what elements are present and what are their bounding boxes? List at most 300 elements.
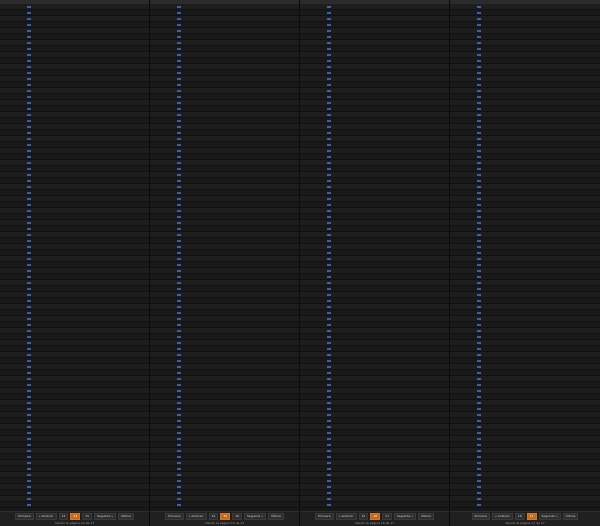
flag-icon (177, 144, 181, 146)
page-button[interactable]: 14 (209, 513, 219, 520)
flag-icon (477, 474, 481, 476)
flag-icon (177, 402, 181, 404)
flag-icon (327, 354, 331, 356)
flag-icon (27, 210, 31, 212)
flag-icon (27, 294, 31, 296)
flag-icon (327, 138, 331, 140)
flag-icon (477, 240, 481, 242)
flag-icon (477, 432, 481, 434)
flag-icon (177, 174, 181, 176)
flag-icon (177, 192, 181, 194)
pagination (450, 511, 600, 526)
screen-panel-3 (300, 0, 450, 526)
flag-icon (27, 84, 31, 86)
flag-icon (327, 150, 331, 152)
flag-icon (27, 498, 31, 500)
flag-icon (327, 90, 331, 92)
flag-icon (327, 504, 331, 506)
flag-icon (327, 180, 331, 182)
flag-icon (477, 330, 481, 332)
flag-icon (477, 450, 481, 452)
flag-icon (477, 312, 481, 314)
flag-icon (177, 396, 181, 398)
flag-icon (27, 252, 31, 254)
flag-icon (27, 474, 31, 476)
flag-icon (27, 414, 31, 416)
flag-icon (27, 96, 31, 98)
flag-icon (327, 342, 331, 344)
flag-icon (27, 312, 31, 314)
flag-icon (177, 498, 181, 500)
flag-icon (177, 216, 181, 218)
flag-icon (27, 90, 31, 92)
log-table (450, 4, 600, 512)
flag-icon (177, 114, 181, 116)
page-button[interactable]: Primeira (472, 513, 491, 520)
flag-icon (27, 162, 31, 164)
flag-icon (177, 330, 181, 332)
flag-icon (177, 150, 181, 152)
page-button[interactable]: Primeira (15, 513, 34, 520)
flag-icon (27, 186, 31, 188)
flag-icon (477, 444, 481, 446)
flag-icon (477, 336, 481, 338)
page-button[interactable]: 17 (527, 513, 537, 520)
flag-icon (27, 366, 31, 368)
flag-icon (477, 168, 481, 170)
flag-icon (177, 84, 181, 86)
flag-icon (27, 456, 31, 458)
flag-icon (327, 408, 331, 410)
flag-icon (477, 402, 481, 404)
log-table (150, 4, 299, 512)
flag-icon (177, 6, 181, 8)
flag-icon (27, 444, 31, 446)
flag-icon (327, 480, 331, 482)
flag-icon (27, 54, 31, 56)
page-info: Viendo la página 14 de 17 (54, 521, 95, 525)
flag-icon (177, 246, 181, 248)
flag-icon (177, 342, 181, 344)
flag-icon (477, 306, 481, 308)
flag-icon (327, 348, 331, 350)
flag-icon (327, 360, 331, 362)
flag-icon (477, 18, 481, 20)
flag-icon (177, 222, 181, 224)
page-button[interactable]: 16 (232, 513, 242, 520)
flag-icon (177, 24, 181, 26)
flag-icon (327, 108, 331, 110)
flag-icon (27, 432, 31, 434)
flag-icon (327, 336, 331, 338)
flag-icon (177, 66, 181, 68)
flag-icon (177, 180, 181, 182)
flag-icon (477, 102, 481, 104)
page-button[interactable]: Última (418, 513, 434, 520)
flag-icon (177, 36, 181, 38)
log-table (0, 4, 149, 512)
flag-icon (477, 120, 481, 122)
flag-icon (327, 84, 331, 86)
flag-icon (477, 234, 481, 236)
flag-icon (177, 480, 181, 482)
page-button[interactable]: Seguinte » (394, 513, 416, 520)
flag-icon (27, 426, 31, 428)
flag-icon (477, 420, 481, 422)
flag-icon (477, 72, 481, 74)
flag-icon (177, 372, 181, 374)
flag-icon (327, 282, 331, 284)
flag-icon (327, 294, 331, 296)
flag-icon (477, 414, 481, 416)
flag-icon (177, 468, 181, 470)
flag-icon (177, 108, 181, 110)
flag-icon (327, 126, 331, 128)
flag-icon (27, 258, 31, 260)
flag-icon (477, 498, 481, 500)
flag-icon (327, 252, 331, 254)
flag-icon (477, 78, 481, 80)
flag-icon (177, 48, 181, 50)
page-button[interactable]: « Anterior (36, 513, 57, 520)
page-button[interactable]: 15 (82, 513, 92, 520)
flag-icon (477, 138, 481, 140)
flag-icon (27, 438, 31, 440)
flag-icon (327, 228, 331, 230)
flag-icon (327, 372, 331, 374)
flag-icon (327, 18, 331, 20)
flag-icon (27, 234, 31, 236)
page-button[interactable]: Primeira (165, 513, 184, 520)
flag-icon (477, 132, 481, 134)
page-button[interactable]: Última (268, 513, 284, 520)
flag-icon (27, 132, 31, 134)
flag-icon (327, 288, 331, 290)
flag-icon (177, 96, 181, 98)
page-button[interactable]: 16 (370, 513, 380, 520)
flag-icon (327, 462, 331, 464)
flag-icon (327, 444, 331, 446)
flag-icon (477, 462, 481, 464)
flag-icon (177, 204, 181, 206)
flag-icon (477, 6, 481, 8)
flag-icon (477, 54, 481, 56)
flag-icon (327, 264, 331, 266)
flag-icon (477, 288, 481, 290)
flag-icon (327, 330, 331, 332)
flag-icon (177, 228, 181, 230)
flag-icon (177, 90, 181, 92)
table-row[interactable] (450, 502, 600, 508)
flag-icon (327, 276, 331, 278)
flag-icon (177, 414, 181, 416)
flag-icon (477, 228, 481, 230)
flag-icon (177, 462, 181, 464)
flag-icon (27, 384, 31, 386)
flag-icon (177, 12, 181, 14)
flag-icon (177, 102, 181, 104)
page-button[interactable]: Última (118, 513, 134, 520)
flag-icon (177, 30, 181, 32)
page-button[interactable]: « Anterior (336, 513, 357, 520)
flag-icon (327, 390, 331, 392)
flag-icon (27, 150, 31, 152)
flag-icon (477, 12, 481, 14)
screen-panel-2 (150, 0, 300, 526)
flag-icon (27, 480, 31, 482)
flag-icon (177, 426, 181, 428)
pagination (150, 511, 299, 526)
flag-icon (27, 390, 31, 392)
flag-icon (27, 222, 31, 224)
flag-icon (177, 252, 181, 254)
flag-icon (27, 486, 31, 488)
flag-icon (27, 114, 31, 116)
flag-icon (27, 282, 31, 284)
flag-icon (477, 174, 481, 176)
flag-icon (477, 300, 481, 302)
page-button[interactable]: Primeira (315, 513, 334, 520)
page-info: Viendo la página 15 de 17 (204, 521, 245, 525)
flag-icon (477, 504, 481, 506)
flag-icon (327, 402, 331, 404)
flag-icon (477, 360, 481, 362)
flag-icon (177, 348, 181, 350)
flag-icon (177, 336, 181, 338)
flag-icon (27, 198, 31, 200)
flag-icon (177, 456, 181, 458)
flag-icon (477, 126, 481, 128)
flag-icon (27, 126, 31, 128)
page-button[interactable]: 15 (220, 513, 230, 520)
flag-icon (177, 390, 181, 392)
flag-icon (327, 168, 331, 170)
pager-buttons (165, 513, 284, 520)
flag-icon (27, 288, 31, 290)
flag-icon (477, 390, 481, 392)
flag-icon (177, 438, 181, 440)
flag-icon (177, 360, 181, 362)
flag-icon (477, 252, 481, 254)
flag-icon (327, 456, 331, 458)
flag-icon (27, 462, 31, 464)
flag-icon (177, 42, 181, 44)
flag-icon (177, 138, 181, 140)
flag-icon (477, 366, 481, 368)
flag-icon (27, 240, 31, 242)
flag-icon (27, 6, 31, 8)
flag-icon (327, 210, 331, 212)
flag-icon (27, 78, 31, 80)
flag-icon (177, 186, 181, 188)
page-button[interactable]: « Anterior (492, 513, 513, 520)
flag-icon (27, 102, 31, 104)
flag-icon (177, 60, 181, 62)
flag-icon (27, 36, 31, 38)
flag-icon (327, 186, 331, 188)
flag-icon (477, 378, 481, 380)
flag-icon (477, 156, 481, 158)
flag-icon (327, 450, 331, 452)
page-button[interactable]: 14 (70, 513, 80, 520)
flag-icon (327, 300, 331, 302)
flag-icon (177, 444, 181, 446)
flag-icon (27, 72, 31, 74)
flag-icon (327, 258, 331, 260)
flag-icon (177, 294, 181, 296)
page-button[interactable]: 15 (359, 513, 369, 520)
table-row[interactable] (300, 502, 449, 508)
flag-icon (177, 408, 181, 410)
table-row[interactable] (150, 502, 299, 508)
flag-icon (177, 432, 181, 434)
flag-icon (177, 240, 181, 242)
flag-icon (327, 72, 331, 74)
flag-icon (27, 396, 31, 398)
flag-icon (327, 198, 331, 200)
flag-icon (327, 306, 331, 308)
flag-icon (27, 300, 31, 302)
page-button[interactable]: 13 (59, 513, 69, 520)
flag-icon (27, 276, 31, 278)
flag-icon (477, 372, 481, 374)
flag-icon (27, 144, 31, 146)
flag-icon (27, 168, 31, 170)
flag-icon (477, 456, 481, 458)
flag-icon (477, 486, 481, 488)
flag-icon (327, 162, 331, 164)
flag-icon (327, 132, 331, 134)
flag-icon (177, 198, 181, 200)
flag-icon (477, 480, 481, 482)
flag-icon (327, 324, 331, 326)
flag-icon (327, 438, 331, 440)
flag-icon (177, 312, 181, 314)
flag-icon (327, 96, 331, 98)
flag-icon (477, 396, 481, 398)
flag-icon (477, 30, 481, 32)
flag-icon (27, 372, 31, 374)
flag-icon (27, 48, 31, 50)
flag-icon (27, 348, 31, 350)
flag-icon (477, 348, 481, 350)
flag-icon (27, 354, 31, 356)
flag-icon (477, 48, 481, 50)
flag-icon (177, 234, 181, 236)
flag-icon (177, 318, 181, 320)
flag-icon (27, 264, 31, 266)
flag-icon (177, 264, 181, 266)
flag-icon (177, 324, 181, 326)
flag-icon (327, 114, 331, 116)
flag-icon (477, 36, 481, 38)
flag-icon (327, 216, 331, 218)
flag-icon (27, 408, 31, 410)
flag-icon (477, 222, 481, 224)
page-button[interactable]: Seguinte » (244, 513, 266, 520)
flag-icon (327, 204, 331, 206)
flag-icon (327, 234, 331, 236)
flag-icon (477, 216, 481, 218)
flag-icon (477, 90, 481, 92)
flag-icon (177, 492, 181, 494)
flag-icon (327, 420, 331, 422)
screen-panel-4 (450, 0, 600, 526)
flag-icon (327, 414, 331, 416)
flag-icon (327, 426, 331, 428)
flag-icon (177, 300, 181, 302)
flag-icon (327, 102, 331, 104)
flag-icon (27, 42, 31, 44)
flag-icon (177, 132, 181, 134)
flag-icon (477, 198, 481, 200)
flag-icon (177, 486, 181, 488)
flag-icon (177, 162, 181, 164)
flag-icon (177, 78, 181, 80)
flag-icon (477, 468, 481, 470)
flag-icon (477, 354, 481, 356)
page-button[interactable]: « Anterior (186, 513, 207, 520)
page-button[interactable]: Seguinte » (94, 513, 116, 520)
flag-icon (27, 468, 31, 470)
flag-icon (327, 24, 331, 26)
flag-icon (27, 120, 31, 122)
pager-buttons (472, 513, 579, 520)
flag-icon (177, 276, 181, 278)
pagination (300, 511, 449, 526)
flag-icon (327, 78, 331, 80)
flag-icon (177, 504, 181, 506)
flag-icon (27, 360, 31, 362)
flag-icon (327, 30, 331, 32)
log-table (300, 4, 449, 512)
flag-icon (327, 474, 331, 476)
flag-icon (27, 246, 31, 248)
flag-icon (177, 120, 181, 122)
page-button[interactable]: 16 (515, 513, 525, 520)
page-button[interactable]: Seguinte » (539, 513, 561, 520)
flag-icon (477, 342, 481, 344)
flag-icon (477, 210, 481, 212)
flag-icon (27, 504, 31, 506)
flag-icon (27, 30, 31, 32)
table-row[interactable] (0, 502, 149, 508)
flag-icon (327, 396, 331, 398)
flag-icon (177, 168, 181, 170)
flag-icon (477, 270, 481, 272)
flag-icon (477, 192, 481, 194)
flag-icon (327, 384, 331, 386)
flag-icon (327, 144, 331, 146)
flag-icon (177, 420, 181, 422)
flag-icon (177, 384, 181, 386)
flag-icon (477, 246, 481, 248)
flag-icon (477, 426, 481, 428)
page-button[interactable]: 17 (382, 513, 392, 520)
flag-icon (27, 216, 31, 218)
flag-icon (27, 108, 31, 110)
flag-icon (327, 42, 331, 44)
flag-icon (27, 420, 31, 422)
page-button[interactable]: Última (563, 513, 579, 520)
flag-icon (327, 36, 331, 38)
flag-icon (477, 180, 481, 182)
flag-icon (327, 12, 331, 14)
flag-icon (477, 204, 481, 206)
flag-icon (177, 378, 181, 380)
flag-icon (177, 156, 181, 158)
flag-icon (327, 192, 331, 194)
